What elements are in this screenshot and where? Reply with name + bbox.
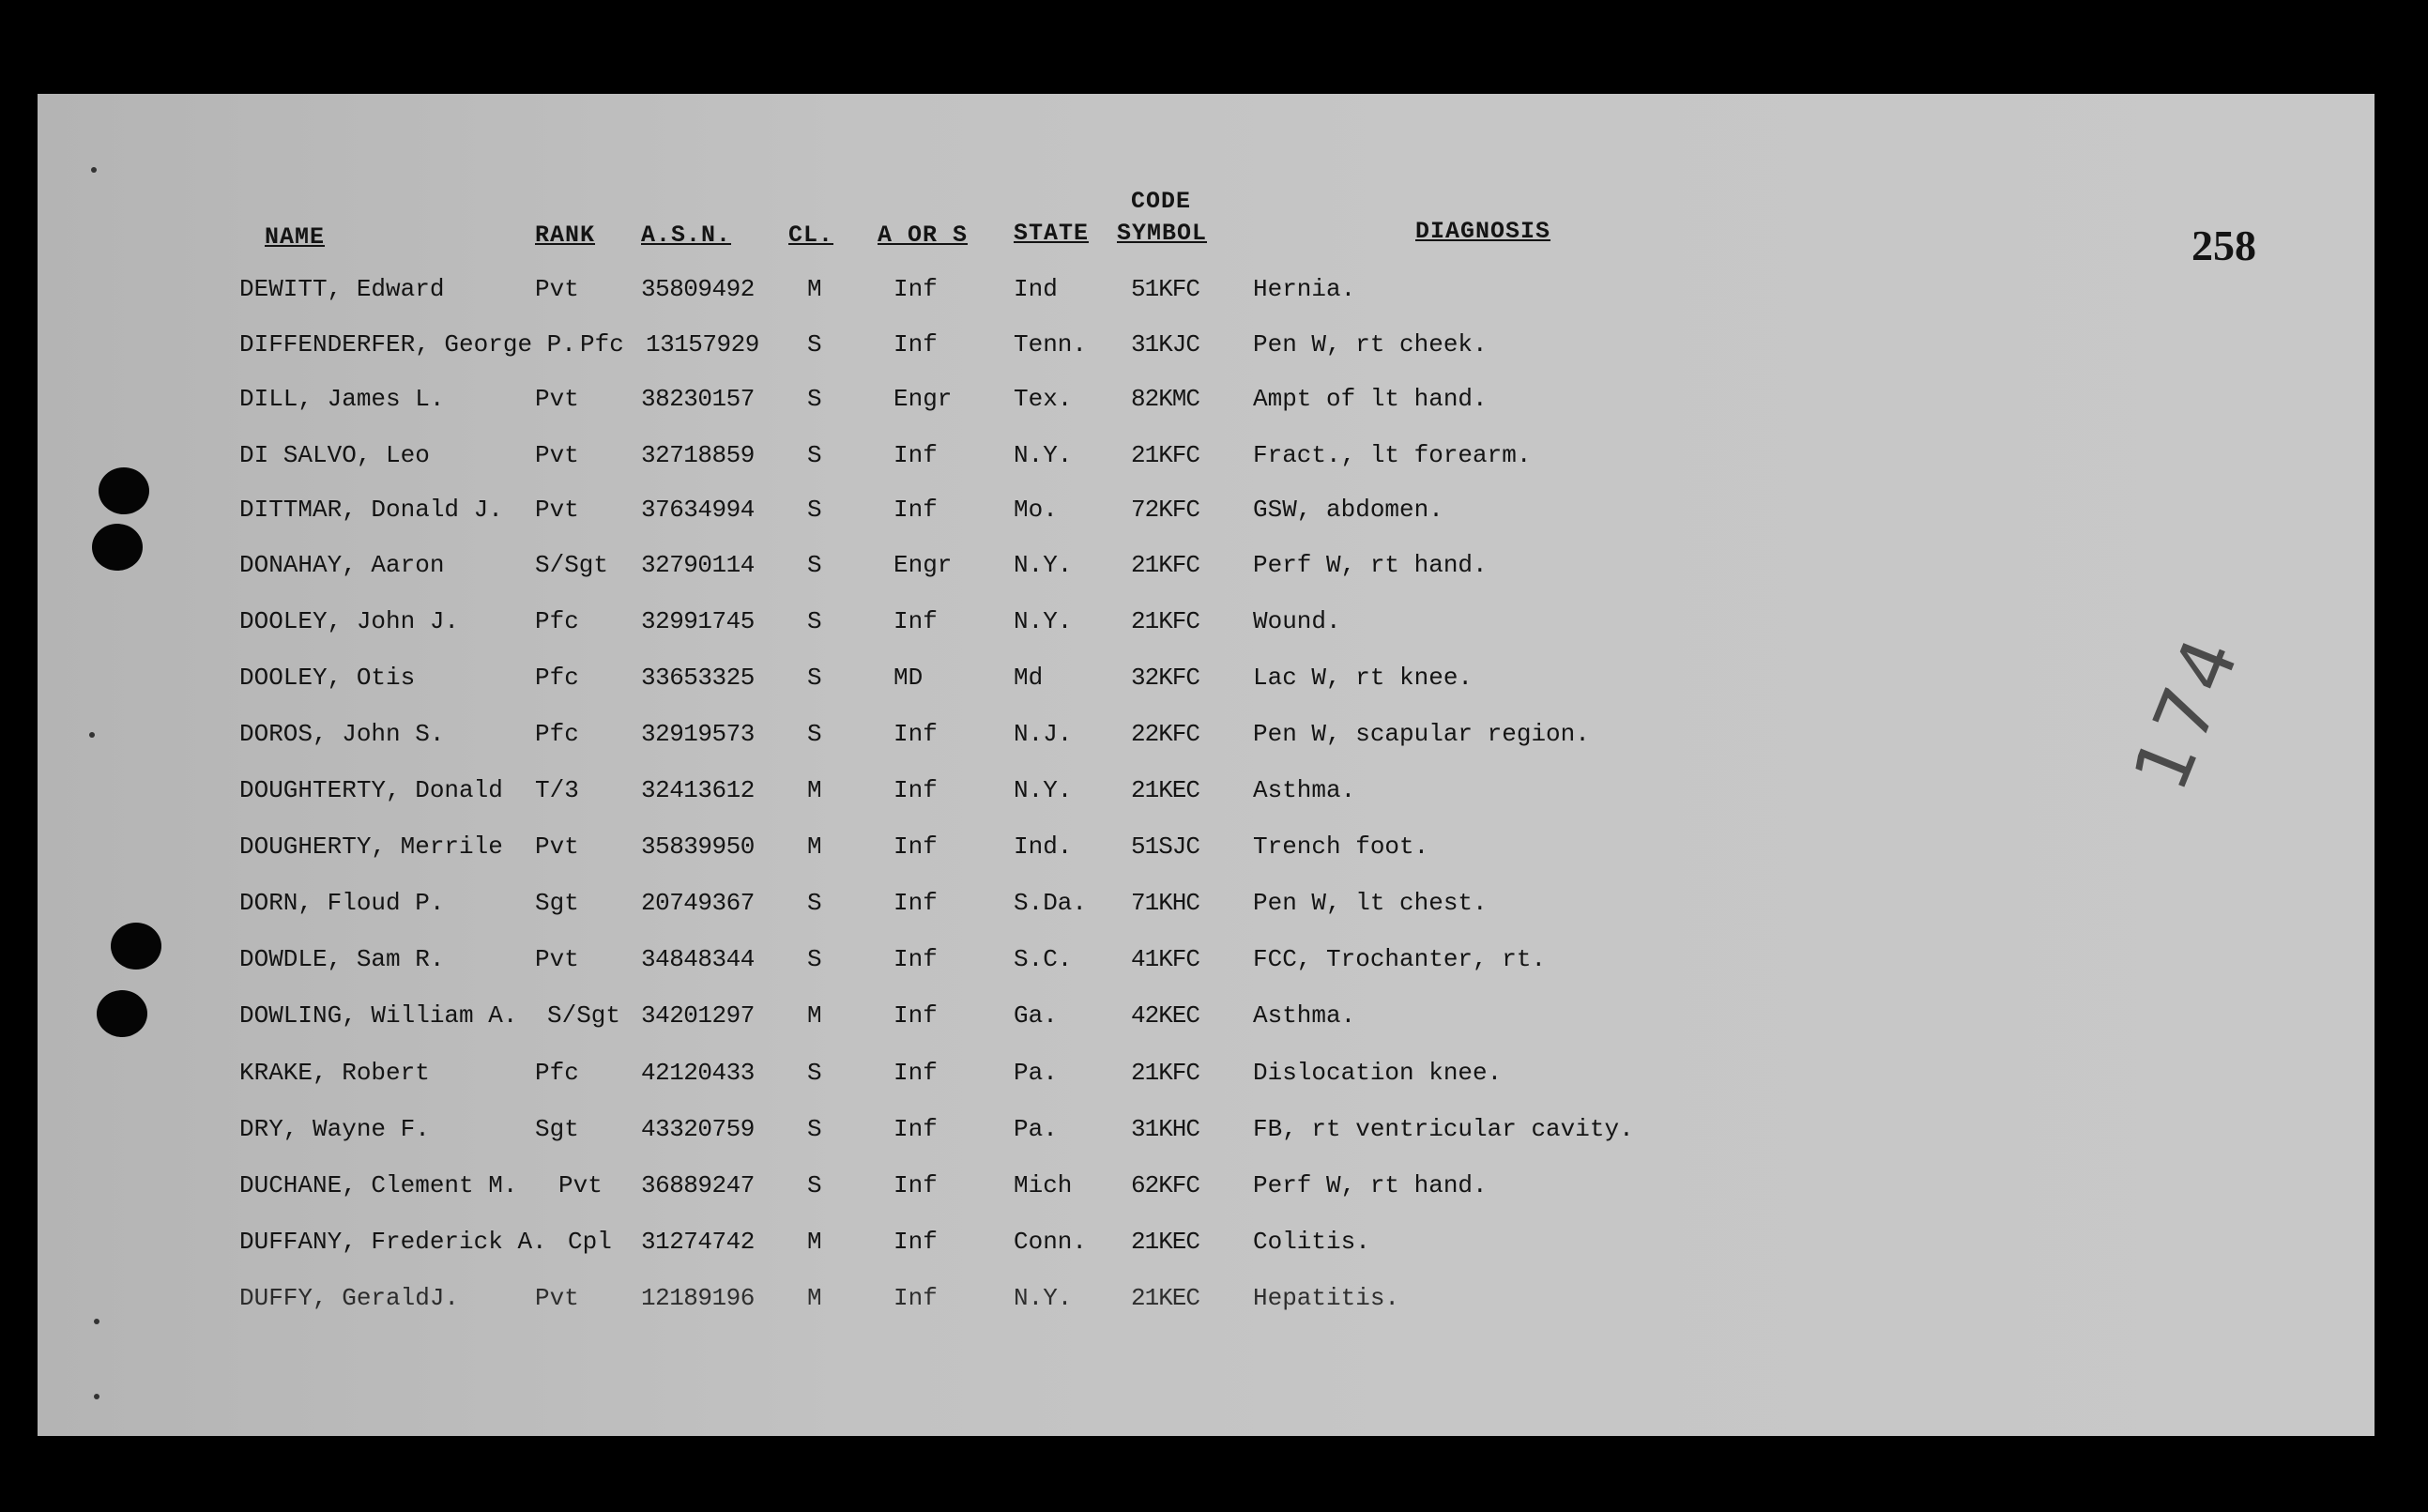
record-state: Pa. xyxy=(1014,1059,1058,1087)
record-row xyxy=(38,1171,1821,1209)
record-diagnosis: Wound. xyxy=(1253,607,1341,635)
record-class: S xyxy=(807,889,822,917)
record-row xyxy=(38,1284,1821,1321)
record-row xyxy=(38,607,1821,645)
record-asn: 31274742 xyxy=(641,1228,755,1256)
record-name: DOROS, John S. xyxy=(239,720,445,748)
record-a-or-s: Inf xyxy=(893,330,938,359)
record-code-symbol: 32KFC xyxy=(1131,664,1200,692)
record-class: M xyxy=(807,1228,822,1256)
record-asn: 32718859 xyxy=(641,441,755,469)
record-name: DONAHAY, Aaron xyxy=(239,551,445,579)
record-state: Tex. xyxy=(1014,385,1073,413)
record-diagnosis: Perf W, rt hand. xyxy=(1253,551,1488,579)
record-a-or-s: Inf xyxy=(893,945,938,973)
record-row xyxy=(38,720,1821,757)
record-asn: 34848344 xyxy=(641,945,755,973)
record-row xyxy=(38,330,1821,368)
record-a-or-s: Inf xyxy=(893,496,938,524)
record-asn: 42120433 xyxy=(641,1059,755,1087)
record-name: DORN, Floud P. xyxy=(239,889,445,917)
record-code-symbol: 21KEC xyxy=(1131,1228,1200,1256)
record-asn: 34201297 xyxy=(641,1001,755,1030)
record-row xyxy=(38,275,1821,313)
record-state: N.Y. xyxy=(1014,776,1073,804)
record-diagnosis: GSW, abdomen. xyxy=(1253,496,1443,524)
record-code-symbol: 31KHC xyxy=(1131,1115,1200,1143)
document-page xyxy=(38,94,2375,1436)
record-diagnosis: Colitis. xyxy=(1253,1228,1370,1256)
record-rank: Pfc xyxy=(535,664,579,692)
record-diagnosis: Pen W, scapular region. xyxy=(1253,720,1590,748)
record-class: S xyxy=(807,441,822,469)
record-code-symbol: 51SJC xyxy=(1131,832,1200,861)
record-name: DUFFY, GeraldJ. xyxy=(239,1284,460,1312)
record-a-or-s: Inf xyxy=(893,1228,938,1256)
record-name: DRY, Wayne F. xyxy=(239,1115,430,1143)
record-state: N.Y. xyxy=(1014,551,1073,579)
record-diagnosis: Trench foot. xyxy=(1253,832,1429,861)
record-diagnosis: Asthma. xyxy=(1253,1001,1356,1030)
record-a-or-s: Engr xyxy=(893,385,953,413)
record-row xyxy=(38,551,1821,588)
record-rank: Pvt xyxy=(535,832,579,861)
record-rank: Pvt xyxy=(535,441,579,469)
record-class: M xyxy=(807,1284,822,1312)
header-name: NAME xyxy=(265,223,326,251)
record-asn: 32991745 xyxy=(641,607,755,635)
record-a-or-s: Inf xyxy=(893,776,938,804)
header-state: STATE xyxy=(1014,220,1090,247)
record-diagnosis: Hepatitis. xyxy=(1253,1284,1400,1312)
record-name: DOUGHTERTY, Donald xyxy=(239,776,503,804)
record-rank: S/Sgt xyxy=(547,1001,621,1030)
record-state: Conn. xyxy=(1014,1228,1088,1256)
record-class: S xyxy=(807,945,822,973)
record-rank: Pvt xyxy=(535,945,579,973)
record-class: S xyxy=(807,720,822,748)
record-code-symbol: 41KFC xyxy=(1131,945,1200,973)
record-rank: Sgt xyxy=(535,1115,579,1143)
record-rank: Pvt xyxy=(535,275,579,303)
record-asn: 32790114 xyxy=(641,551,755,579)
record-name: DOWDLE, Sam R. xyxy=(239,945,445,973)
record-a-or-s: Engr xyxy=(893,551,953,579)
record-asn: 13157929 xyxy=(646,330,759,359)
record-a-or-s: Inf xyxy=(893,1115,938,1143)
record-code-symbol: 71KHC xyxy=(1131,889,1200,917)
record-a-or-s: Inf xyxy=(893,275,938,303)
margin-note-handwritten: 174 xyxy=(2116,620,2258,802)
record-code-symbol: 21KFC xyxy=(1131,1059,1200,1087)
record-asn: 38230157 xyxy=(641,385,755,413)
record-name: DILL, James L. xyxy=(239,385,445,413)
record-diagnosis: Perf W, rt hand. xyxy=(1253,1171,1488,1199)
record-row xyxy=(38,1115,1821,1153)
record-row xyxy=(38,385,1821,422)
header-rank: RANK xyxy=(535,221,596,249)
record-state: Ind xyxy=(1014,275,1058,303)
speck xyxy=(94,1394,99,1399)
header-a-or-s: A OR S xyxy=(878,221,969,249)
record-class: M xyxy=(807,776,822,804)
record-class: S xyxy=(807,1059,822,1087)
record-asn: 32413612 xyxy=(641,776,755,804)
record-diagnosis: Dislocation knee. xyxy=(1253,1059,1503,1087)
record-asn: 35809492 xyxy=(641,275,755,303)
record-a-or-s: Inf xyxy=(893,607,938,635)
record-rank: Cpl xyxy=(568,1228,612,1256)
record-diagnosis: Fract., lt forearm. xyxy=(1253,441,1532,469)
record-code-symbol: 51KFC xyxy=(1131,275,1200,303)
record-state: N.Y. xyxy=(1014,441,1073,469)
record-state: N.Y. xyxy=(1014,607,1073,635)
record-rank: Pfc xyxy=(535,1059,579,1087)
record-a-or-s: Inf xyxy=(893,720,938,748)
record-asn: 33653325 xyxy=(641,664,755,692)
record-asn: 35839950 xyxy=(641,832,755,861)
record-row xyxy=(38,1001,1821,1039)
record-rank: Pfc xyxy=(580,330,624,359)
record-code-symbol: 31KJC xyxy=(1131,330,1200,359)
record-diagnosis: Pen W, rt cheek. xyxy=(1253,330,1488,359)
record-class: M xyxy=(807,275,822,303)
record-name: DUFFANY, Frederick A. xyxy=(239,1228,547,1256)
record-name: DITTMAR, Donald J. xyxy=(239,496,503,524)
record-code-symbol: 21KFC xyxy=(1131,441,1200,469)
record-row xyxy=(38,889,1821,926)
record-state: S.C. xyxy=(1014,945,1073,973)
record-state: Tenn. xyxy=(1014,330,1088,359)
record-asn: 37634994 xyxy=(641,496,755,524)
record-state: S.Da. xyxy=(1014,889,1088,917)
record-state: Mo. xyxy=(1014,496,1058,524)
record-a-or-s: Inf xyxy=(893,1171,938,1199)
record-name: DOOLEY, John J. xyxy=(239,607,460,635)
header-cl: CL. xyxy=(788,221,834,249)
record-rank: Pvt xyxy=(535,385,579,413)
record-class: S xyxy=(807,385,822,413)
header-diagnosis: DIAGNOSIS xyxy=(1415,218,1551,245)
record-rank: Pvt xyxy=(558,1171,603,1199)
record-state: Pa. xyxy=(1014,1115,1058,1143)
record-rank: S/Sgt xyxy=(535,551,609,579)
record-state: Ga. xyxy=(1014,1001,1058,1030)
record-rank: Sgt xyxy=(535,889,579,917)
record-a-or-s: Inf xyxy=(893,441,938,469)
header-symbol: SYMBOL xyxy=(1117,220,1208,247)
record-code-symbol: 21KEC xyxy=(1131,1284,1200,1312)
record-row xyxy=(38,496,1821,533)
record-class: S xyxy=(807,664,822,692)
record-rank: Pfc xyxy=(535,607,579,635)
record-asn: 32919573 xyxy=(641,720,755,748)
record-diagnosis: Pen W, lt chest. xyxy=(1253,889,1488,917)
record-class: S xyxy=(807,496,822,524)
record-rank: Pfc xyxy=(535,720,579,748)
page-number: 258 xyxy=(2191,221,2256,269)
record-code-symbol: 21KEC xyxy=(1131,776,1200,804)
header-asn: A.S.N. xyxy=(641,221,732,249)
record-asn: 20749367 xyxy=(641,889,755,917)
record-a-or-s: Inf xyxy=(893,832,938,861)
record-state: Md xyxy=(1014,664,1044,692)
record-name: DOOLEY, Otis xyxy=(239,664,416,692)
record-class: S xyxy=(807,1171,822,1199)
record-a-or-s: Inf xyxy=(893,889,938,917)
record-row xyxy=(38,1228,1821,1265)
record-code-symbol: 72KFC xyxy=(1131,496,1200,524)
record-asn: 12189196 xyxy=(641,1284,755,1312)
record-row xyxy=(38,1059,1821,1096)
record-state: N.Y. xyxy=(1014,1284,1073,1312)
record-class: M xyxy=(807,1001,822,1030)
record-row xyxy=(38,776,1821,814)
record-asn: 36889247 xyxy=(641,1171,755,1199)
record-a-or-s: Inf xyxy=(893,1059,938,1087)
record-rank: Pvt xyxy=(535,1284,579,1312)
record-diagnosis: Hernia. xyxy=(1253,275,1356,303)
record-code-symbol: 82KMC xyxy=(1131,385,1200,413)
record-row xyxy=(38,945,1821,983)
record-name: DIFFENDERFER, George P. xyxy=(239,330,576,359)
record-name: KRAKE, Robert xyxy=(239,1059,430,1087)
record-row xyxy=(38,441,1821,479)
record-a-or-s: Inf xyxy=(893,1001,938,1030)
record-name: DI SALVO, Leo xyxy=(239,441,430,469)
record-class: S xyxy=(807,1115,822,1143)
record-row xyxy=(38,832,1821,870)
record-class: M xyxy=(807,832,822,861)
record-rank: T/3 xyxy=(535,776,579,804)
record-code-symbol: 21KFC xyxy=(1131,607,1200,635)
record-class: S xyxy=(807,607,822,635)
record-name: DOWLING, William A. xyxy=(239,1001,518,1030)
record-name: DEWITT, Edward xyxy=(239,275,445,303)
record-state: Ind. xyxy=(1014,832,1073,861)
record-code-symbol: 22KFC xyxy=(1131,720,1200,748)
record-a-or-s: Inf xyxy=(893,1284,938,1312)
record-name: DUCHANE, Clement M. xyxy=(239,1171,518,1199)
record-diagnosis: Lac W, rt knee. xyxy=(1253,664,1474,692)
record-diagnosis: Ampt of lt hand. xyxy=(1253,385,1488,413)
speck xyxy=(91,167,97,173)
record-diagnosis: FB, rt ventricular cavity. xyxy=(1253,1115,1634,1143)
record-rank: Pvt xyxy=(535,496,579,524)
header-code: CODE xyxy=(1131,188,1192,215)
record-code-symbol: 62KFC xyxy=(1131,1171,1200,1199)
record-diagnosis: FCC, Trochanter, rt. xyxy=(1253,945,1547,973)
record-name: DOUGHERTY, Merrile xyxy=(239,832,503,861)
record-code-symbol: 42KEC xyxy=(1131,1001,1200,1030)
record-state: Mich xyxy=(1014,1171,1073,1199)
record-a-or-s: MD xyxy=(893,664,924,692)
record-class: S xyxy=(807,330,822,359)
record-class: S xyxy=(807,551,822,579)
record-state: N.J. xyxy=(1014,720,1073,748)
record-asn: 43320759 xyxy=(641,1115,755,1143)
record-diagnosis: Asthma. xyxy=(1253,776,1356,804)
record-code-symbol: 21KFC xyxy=(1131,551,1200,579)
record-row xyxy=(38,664,1821,701)
